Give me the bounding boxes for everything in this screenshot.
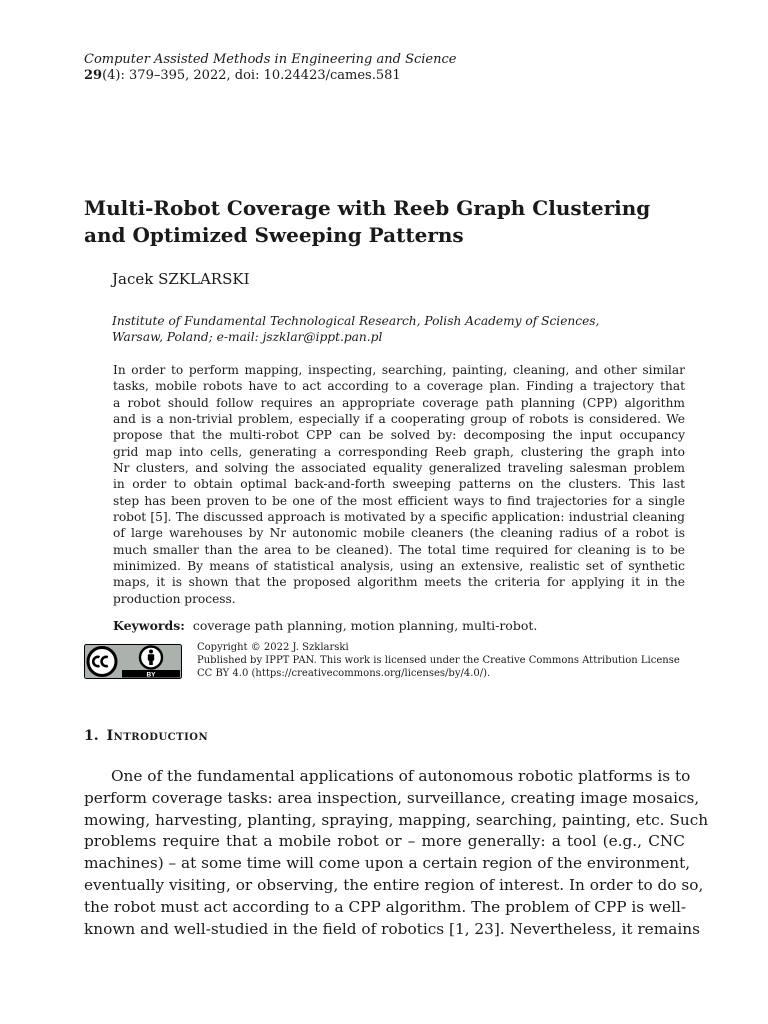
journal-name: Computer Assisted Methods in Engineering and Science — [84, 52, 457, 67]
affiliation-line: Warsaw, Poland; e-mail: jszklar@ippt.pan.pl — [112, 330, 383, 344]
author-name: Jacek SZKLARSKI — [112, 270, 250, 288]
abstract-line: robot [5]. The discussed approach is motivated by a specific application: industrial cleaning — [113, 510, 685, 525]
abstract-line: step has been proven to be one of the most efficient ways to find trajectories for a single — [113, 493, 685, 508]
citation-details: (4): 379–395, 2022, doi: 10.24423/cames.581 — [102, 68, 401, 83]
body-line: One of the fundamental applications of autonomous robotic platforms is to — [111, 767, 691, 785]
body-line: eventually visiting, or observing, the entire region of interest. In order to do so, — [84, 875, 704, 894]
license-url-line: CC BY 4.0 (https://creativecommons.org/licenses/by/4.0/). — [197, 668, 491, 679]
body-line: machines) – at some time will come upon a certain region of the environment, — [84, 854, 691, 873]
abstract-line: production process. — [113, 591, 236, 606]
keywords — [113, 618, 537, 634]
paper-title — [84, 195, 704, 249]
affiliation-line: Institute of Fundamental Technological Research, Polish Academy of Sciences, — [112, 314, 600, 328]
license-text — [197, 641, 687, 680]
section-title: Introduction — [106, 728, 209, 744]
abstract-line: much smaller than the area to be cleaned). The total time required for cleaning is to be — [113, 542, 685, 557]
abstract-line: propose that the multi-robot CPP can be solved by: decomposing the input occupancy — [113, 428, 685, 443]
abstract-line: In order to perform mapping, inspecting, searching, painting, cleaning, and other similar — [113, 363, 685, 377]
license-line: Published by IPPT PAN. This work is licensed under the Creative Commons Attribution License — [197, 655, 680, 666]
abstract — [113, 362, 685, 607]
abstract-line: and is a non-trivial problem, especially if a cooperating group of robots is considered. We — [113, 412, 685, 427]
body-line: perform coverage tasks: area inspection, surveillance, creating image mosaics, — [84, 788, 700, 807]
abstract-line: of large warehouses by Nr autonomic mobile cleaners (the cleaning radius of a robot is — [113, 526, 685, 541]
title-line: Multi-Robot Coverage with Reeb Graph Clustering — [84, 196, 651, 220]
body-line: mowing, harvesting, planting, spraying, mapping, searching, painting, etc. Such — [84, 810, 709, 829]
section-heading — [84, 727, 208, 745]
abstract-line: minimized. By means of statistical analysis, using an extensive, realistic set of synthetic — [113, 559, 685, 574]
section-number: 1. — [84, 728, 99, 744]
keywords-label: Keywords: — [113, 618, 185, 633]
title-line: and Optimized Sweeping Patterns — [84, 223, 464, 247]
volume-number: 29 — [84, 68, 103, 83]
keywords-text: coverage path planning, motion planning, multi-robot. — [192, 618, 538, 633]
cc-by-logo — [84, 644, 182, 679]
attribution-person-icon — [140, 647, 162, 669]
citation-line — [84, 68, 401, 84]
body-line: the robot must act according to a CPP algorithm. The problem of CPP is well- — [84, 897, 687, 916]
copyright-line: Copyright © 2022 J. Szklarski — [197, 642, 349, 653]
introduction-paragraph — [84, 766, 709, 940]
abstract-line: in order to obtain optimal back-and-forth sweeping patterns on the clusters. This last — [113, 477, 685, 492]
abstract-line: a robot should follow requires an appropriate coverage path planning (CPP) algorithm — [113, 395, 685, 410]
abstract-line: maps, it is shown that the proposed algorithm meets the criteria for applying it in the — [113, 575, 685, 590]
body-line: known and well-studied in the field of robotics [1, 23]. Nevertheless, it remains — [84, 919, 700, 938]
abstract-line: grid map into cells, generating a corresponding Reeb graph, clustering the graph into — [113, 444, 685, 459]
cc-icon — [88, 648, 116, 676]
body-line: problems require that a mobile robot or – more generally: a tool (e.g., CNC — [84, 832, 685, 851]
abstract-line: tasks, mobile robots have to act according to a coverage plan. Finding a trajectory that — [113, 379, 685, 394]
abstract-line: Nr clusters, and solving the associated equality generalized traveling salesman problem — [113, 461, 685, 476]
affiliation — [112, 313, 692, 345]
cc-badge-text: BY — [146, 671, 156, 679]
